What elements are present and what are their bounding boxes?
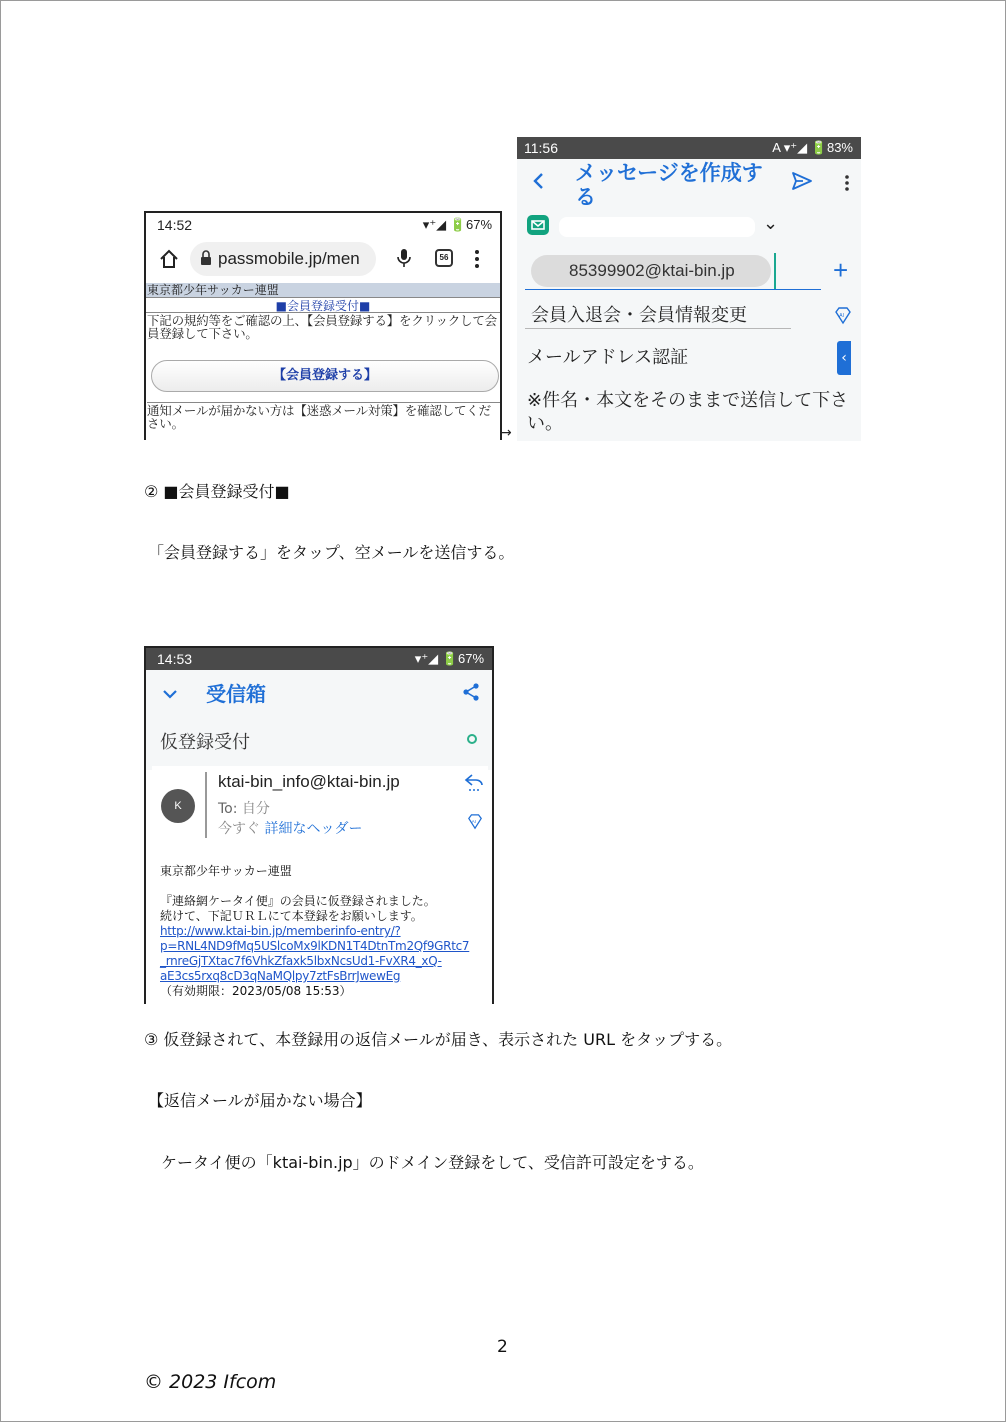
status-bar	[146, 213, 500, 239]
spam-note: 通知メールが届かない方は【迷惑メール対策】を確認してください。	[147, 402, 502, 430]
section-title: ■会員登録受付■	[146, 297, 500, 313]
send-icon[interactable]	[791, 171, 813, 191]
expiry: （有効期限：2023/05/08 15:53）	[160, 984, 352, 998]
mail-header-area	[146, 670, 492, 770]
url-bar	[146, 239, 500, 283]
time-line	[218, 818, 362, 838]
divider	[205, 772, 207, 838]
body-line-1[interactable]: メールアドレス認証	[527, 347, 689, 368]
mail-app-icon	[527, 215, 549, 235]
registration-link-2[interactable]: p=RNL4ND9fMq5USlcoMx9lKDN1T4DtnTm2Qf9GRtc7	[160, 939, 470, 953]
folder-title: 受信箱	[206, 682, 266, 706]
sender-card	[152, 766, 488, 850]
inbox-screenshot	[144, 646, 494, 1004]
redacted-sender	[559, 217, 755, 237]
registration-link-1[interactable]: http://www.ktai-bin.jp/memberinfo-entry/?	[160, 924, 401, 938]
recipient-line	[218, 798, 270, 818]
spacer	[160, 879, 490, 894]
edge-panel-handle[interactable]: ‹	[837, 341, 851, 375]
browser-screenshot	[144, 211, 502, 440]
domain-instruction: ケータイ便の「ktai-bin.jp」のドメイン登録をして、受信許可設定をする。	[161, 1153, 704, 1172]
chevron-down-icon[interactable]	[162, 688, 178, 700]
ai-gem-icon[interactable]	[833, 307, 853, 325]
site-name: 東京都少年サッカー連盟	[146, 283, 500, 297]
add-recipient-icon[interactable]: +	[833, 255, 849, 285]
body-line-2: 続けて、下記ＵＲＬにて本登録をお願いします。	[160, 909, 423, 923]
back-icon[interactable]	[531, 171, 545, 191]
copyright: © 2023 Ifcom	[144, 1371, 277, 1393]
recipient-address: 85399902@ktai-bin.jp	[569, 261, 735, 280]
status-icons: ▾⁺◢ 🔋67%	[414, 651, 484, 666]
step-2-instruction: 「会員登録する」をタップ、空メールを送信する。	[148, 543, 515, 562]
body-org: 東京都少年サッカー連盟	[160, 864, 292, 878]
register-button[interactable]: 【会員登録する】	[151, 360, 499, 392]
registration-link-4[interactable]: aE3cs5rxq8cD3qNaMQlpy7ztFsBrrJwewEg	[160, 969, 401, 983]
body-line-2[interactable]: ※件名・本文をそのままで送信して下さい。	[527, 390, 849, 434]
description-text: 下記の規約等をご確認の上、【会員登録する】をクリックして会員登録して下さい。	[147, 313, 497, 341]
tab-count-icon[interactable]: 56	[435, 249, 453, 267]
details-link[interactable]: 詳細なヘッダー	[264, 821, 363, 837]
reply-icon[interactable]	[464, 772, 484, 792]
mail-body	[160, 864, 490, 999]
step-2-caption: ② ■会員登録受付■	[144, 482, 290, 501]
home-icon[interactable]	[158, 248, 180, 270]
status-bar	[517, 137, 861, 159]
received-time: 今すぐ	[218, 821, 260, 837]
svg-text:AI: AI	[839, 313, 845, 319]
to-label: To:	[218, 801, 238, 817]
status-dot-icon	[467, 734, 477, 744]
registration-link-3[interactable]: _rnreGjTXtac7f6VhkZfaxk5lbxNcsUd1-FvXR4_xQ-	[160, 954, 442, 968]
page-number: 2	[497, 1337, 508, 1357]
compose-title: メッセージを作成する	[575, 161, 763, 209]
body-line-1: 『連絡網ケータイ便』の会員に仮登録されました。	[160, 894, 436, 908]
subject-underline	[525, 328, 791, 329]
recipient-chip[interactable]	[531, 255, 771, 287]
microphone-icon[interactable]	[396, 248, 412, 268]
arrow-glyph: →	[500, 425, 512, 441]
avatar[interactable]: K	[161, 789, 195, 823]
step-3-caption: ③ 仮登録されて、本登録用の返信メールが届き、表示された URL をタップする。	[144, 1030, 733, 1049]
chevron-down-icon[interactable]: ⌄	[763, 213, 779, 234]
subject-field[interactable]: 会員入退会・会員情報変更	[531, 305, 747, 326]
compose-screenshot	[517, 137, 861, 441]
status-icons: ▾⁺◢ 🔋67%	[422, 217, 492, 232]
to-value: 自分	[241, 801, 270, 817]
status-time: 14:53	[157, 651, 193, 667]
status-bar	[146, 648, 492, 670]
kebab-menu-icon[interactable]	[474, 249, 480, 269]
kebab-menu-icon[interactable]	[844, 175, 850, 191]
mail-subject: 仮登録受付	[160, 732, 250, 753]
url-text: passmobile.jp/men	[218, 249, 360, 268]
text-cursor	[774, 253, 776, 289]
share-icon[interactable]	[462, 682, 480, 702]
recipient-underline	[525, 289, 821, 290]
address-field[interactable]	[190, 242, 376, 276]
no-reply-heading: 【返信メールが届かない場合】	[148, 1091, 372, 1110]
ai-gem-icon[interactable]	[466, 814, 484, 830]
status-time: 11:56	[524, 140, 558, 156]
status-time: 14:52	[157, 217, 193, 233]
status-icons: A ▾⁺◢ 🔋83%	[772, 140, 853, 155]
sender-address[interactable]: ktai-bin_info@ktai-bin.jp	[218, 772, 400, 791]
svg-text:AI: AI	[471, 818, 476, 824]
lock-icon	[200, 250, 212, 266]
